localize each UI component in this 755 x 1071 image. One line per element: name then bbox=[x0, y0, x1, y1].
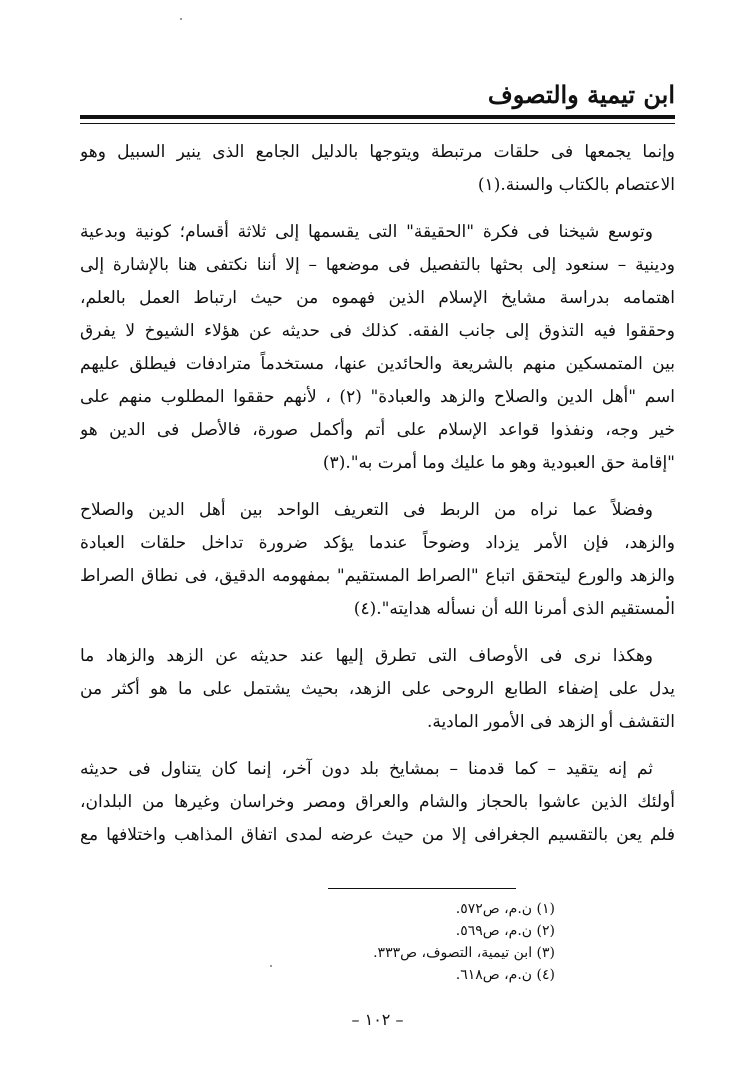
text-line: بين المتمسكين منهم بالشريعة والحائدين عنها، مستخدماً مترادفات فيطلق عليهم bbox=[80, 354, 675, 374]
text-line: ثم إنه يتقيد – كما قدمنا – بمشايخ بلد دون آخر، إنما كان يتناول فى حديثه bbox=[80, 759, 653, 779]
footnote-3: (٣) ابن تيمية، التصوف، ص٣٣٣. bbox=[373, 945, 555, 961]
text-line: المستقيم الذى أمرنا الله أن نسأله هدايته".(٤) bbox=[353, 599, 675, 619]
text-line: فلم يعن بالتقسيم الجغرافى إلا من حيث عرضه لمدى اتفاق المذاهب واختلافها مع bbox=[80, 825, 675, 845]
text-line: الاعتصام بالكتاب والسنة.(١) bbox=[477, 175, 675, 195]
paragraph-4 bbox=[80, 640, 675, 739]
paragraph-5 bbox=[80, 753, 675, 852]
text-line: وتوسع شيخنا فى فكرة "الحقيقة" التى يقسمها إلى ثلاثة أقسام؛ كونية وبدعية bbox=[80, 222, 653, 242]
text-line: يدل على إضفاء الطابع الروحى على الزهد، بحيث يشتمل على ما هو أكثر من bbox=[80, 679, 675, 699]
footnote-separator bbox=[328, 888, 516, 889]
footnote-2: (٢) ن.م، ص٥٦٩. bbox=[455, 923, 555, 939]
footnote-4: (٤) ن.م، ص٦١٨. bbox=[455, 967, 555, 983]
text-line: أولئك الذين عاشوا بالحجاز والشام والعراق ومصر وخراسان وغيرها من البلدان، bbox=[80, 792, 675, 812]
body-text bbox=[80, 136, 675, 866]
text-line: التقشف أو الزهد فى الأمور المادية. bbox=[426, 712, 675, 732]
footnote-1: (١) ن.م، ص٥٧٢. bbox=[455, 901, 555, 917]
paragraph-2 bbox=[80, 216, 675, 480]
text-line: اسم "أهل الدين والصلاح والزهد والعبادة" (٢) ، لأنهم حققوا المطلوب منهم على bbox=[80, 387, 675, 407]
text-line: ودينية – سنعود إلى بحثها بالتفصيل فى موضعها – إلا أننا نكتفى هنا بالإشارة إلى bbox=[80, 255, 675, 275]
text-line: وإنما يجمعها فى حلقات مرتبطة ويتوجها بالدليل الجامع الذى ينير السبيل وهو bbox=[80, 142, 675, 162]
header-rule-thick bbox=[80, 115, 675, 119]
text-line: خير وجه، ونفذوا قواعد الإسلام على أتم وأكمل صورة، فالأصل فى الدين هو bbox=[80, 420, 675, 440]
page-number: – ١٠٢ – bbox=[351, 1010, 404, 1029]
text-line: وفضلاً عما نراه من الربط فى التعريف الواحد بين أهل الدين والصلاح bbox=[80, 500, 653, 520]
paragraph-3 bbox=[80, 494, 675, 626]
header-rule-thin bbox=[80, 123, 675, 124]
scan-speck bbox=[180, 18, 182, 20]
paragraph-1 bbox=[80, 136, 675, 202]
text-line: وهكذا نرى فى الأوصاف التى تطرق إليها عند حديثه عن الزهد والزهاد ما bbox=[80, 646, 653, 666]
running-header-title: ابن تيمية والتصوف bbox=[487, 80, 675, 109]
footnotes bbox=[255, 898, 555, 986]
text-line: "إقامة حق العبودية وهو ما عليك وما أمرت به".(٣) bbox=[322, 453, 675, 473]
text-line: والزهد والورع ليتحقق اتباع "الصراط المستقيم" بمفهومه الدقيق، فى نطاق الصراط bbox=[80, 566, 675, 586]
text-line: وحققوا فيه التذوق إلى جانب الفقه. كذلك فى حديثه عن هؤلاء الشيوخ لا يفرق bbox=[80, 321, 675, 341]
text-line: اهتمامه بدراسة مشايخ الإسلام الذين فهموه من حيث ارتباط العمل بالعلم، bbox=[80, 288, 675, 308]
text-line: والزهد، فإن الأمر يزداد وضوحاً عندما يؤكد ضرورة تداخل حلقات العبادة bbox=[80, 533, 675, 553]
